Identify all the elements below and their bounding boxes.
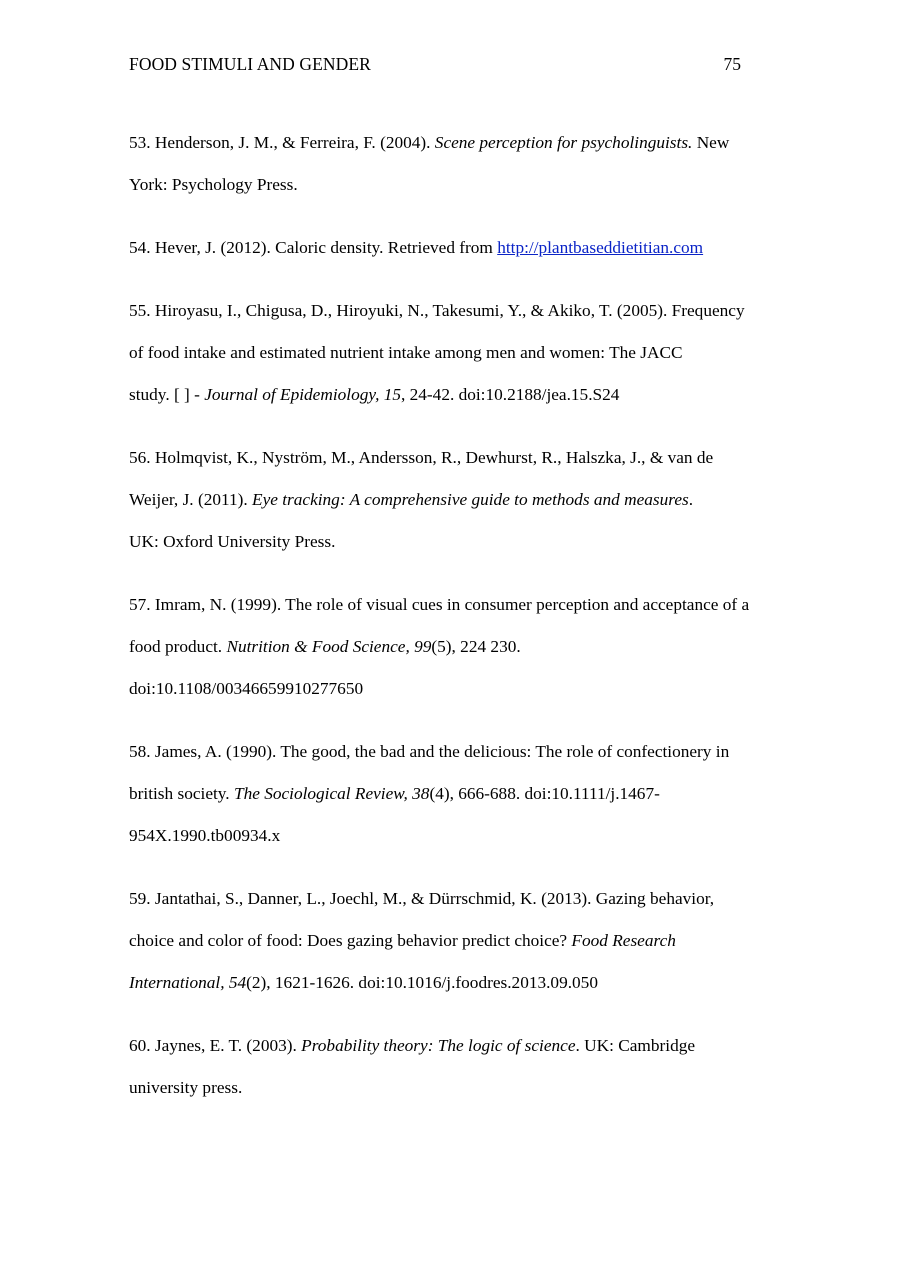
reference-text: 954X.1990.tb00934.x — [129, 826, 281, 845]
reference-italic-text: The Sociological Review, 38 — [233, 784, 430, 803]
reference-line — [129, 920, 794, 962]
reference-line — [129, 437, 794, 479]
reference-entry — [129, 878, 794, 1004]
reference-line — [129, 374, 794, 416]
reference-line — [129, 1025, 794, 1067]
reference-line — [129, 122, 794, 164]
reference-italic-text: Scene perception for psycholinguists. — [434, 133, 693, 152]
reference-text: . — [688, 490, 694, 509]
reference-text: 56. Holmqvist, K., Nyström, M., Andersson, R., Dewhurst, R., Halszka, J., & van de — [129, 448, 714, 467]
reference-text: (4), 666-688. doi:10.1111/j.1467- — [429, 784, 660, 803]
reference-line — [129, 773, 794, 815]
reference-italic-text: International, 54 — [129, 973, 247, 992]
reference-italic-text: Nutrition & Food Science, 99 — [226, 637, 432, 656]
reference-line — [129, 878, 794, 920]
reference-entry — [129, 122, 794, 206]
reference-text: UK: Oxford University Press. — [129, 532, 336, 551]
reference-line — [129, 962, 794, 1004]
reference-line — [129, 521, 794, 563]
reference-text: study. [ ] - — [129, 385, 205, 404]
reference-line — [129, 290, 794, 332]
reference-entry — [129, 437, 794, 563]
reference-entry — [129, 731, 794, 857]
reference-text: choice and color of food: Does gazing behavior predict choice? — [129, 931, 572, 950]
reference-link[interactable]: http://plantbaseddietitian.com — [497, 238, 704, 257]
reference-text: York: Psychology Press. — [129, 175, 298, 194]
reference-text: university press. — [129, 1078, 243, 1097]
reference-text: 54. Hever, J. (2012). Caloric density. Retrieved from — [129, 238, 498, 257]
reference-italic-text: Food Research — [571, 931, 676, 950]
reference-list — [129, 122, 794, 1130]
reference-text: of food intake and estimated nutrient intake among men and women: The JACC — [129, 343, 683, 362]
reference-italic-text: Eye tracking: A comprehensive guide to methods and measures — [252, 490, 689, 509]
reference-entry — [129, 227, 794, 269]
reference-entry — [129, 584, 794, 710]
reference-line — [129, 584, 794, 626]
reference-line — [129, 332, 794, 374]
reference-text: 53. Henderson, J. M., & Ferreira, F. (2004). — [129, 133, 435, 152]
reference-text: 58. James, A. (1990). The good, the bad and the delicious: The role of confectionery in — [129, 742, 730, 761]
reference-line — [129, 227, 794, 269]
reference-text: 57. Imram, N. (1999). The role of visual cues in consumer perception and acceptance of a — [129, 595, 750, 614]
reference-text: 59. Jantathai, S., Danner, L., Joechl, M., & Dürrschmid, K. (2013). Gazing behavior, — [129, 889, 715, 908]
reference-line — [129, 164, 794, 206]
reference-text: , 24-42. doi:10.2188/jea.15.S24 — [401, 385, 620, 404]
reference-text: New — [692, 133, 730, 152]
reference-text: (2), 1621-1626. doi:10.1016/j.foodres.2013.09.050 — [246, 973, 598, 992]
reference-line — [129, 731, 794, 773]
reference-text: 60. Jaynes, E. T. (2003). — [129, 1036, 302, 1055]
reference-text: food product. — [129, 637, 227, 656]
reference-line — [129, 815, 794, 857]
reference-entry — [129, 290, 794, 416]
reference-text: . UK: Cambridge — [575, 1036, 696, 1055]
page-number: 75 — [723, 54, 741, 74]
reference-line — [129, 668, 794, 710]
reference-italic-text: Journal of Epidemiology, 15 — [204, 385, 401, 404]
reference-text: Weijer, J. (2011). — [129, 490, 253, 509]
reference-text: 55. Hiroyasu, I., Chigusa, D., Hiroyuki, N., Takesumi, Y., & Akiko, T. (2005). Frequency — [129, 301, 745, 320]
reference-italic-text: Probability theory: The logic of science — [301, 1036, 576, 1055]
reference-text: british society. — [129, 784, 234, 803]
reference-entry — [129, 1025, 794, 1109]
reference-text: (5), 224 230. — [431, 637, 521, 656]
running-title: FOOD STIMULI AND GENDER — [129, 54, 371, 74]
reference-line — [129, 1067, 794, 1109]
reference-text: doi:10.1108/00346659910277650 — [129, 679, 364, 698]
reference-line — [129, 626, 794, 668]
reference-line — [129, 479, 794, 521]
